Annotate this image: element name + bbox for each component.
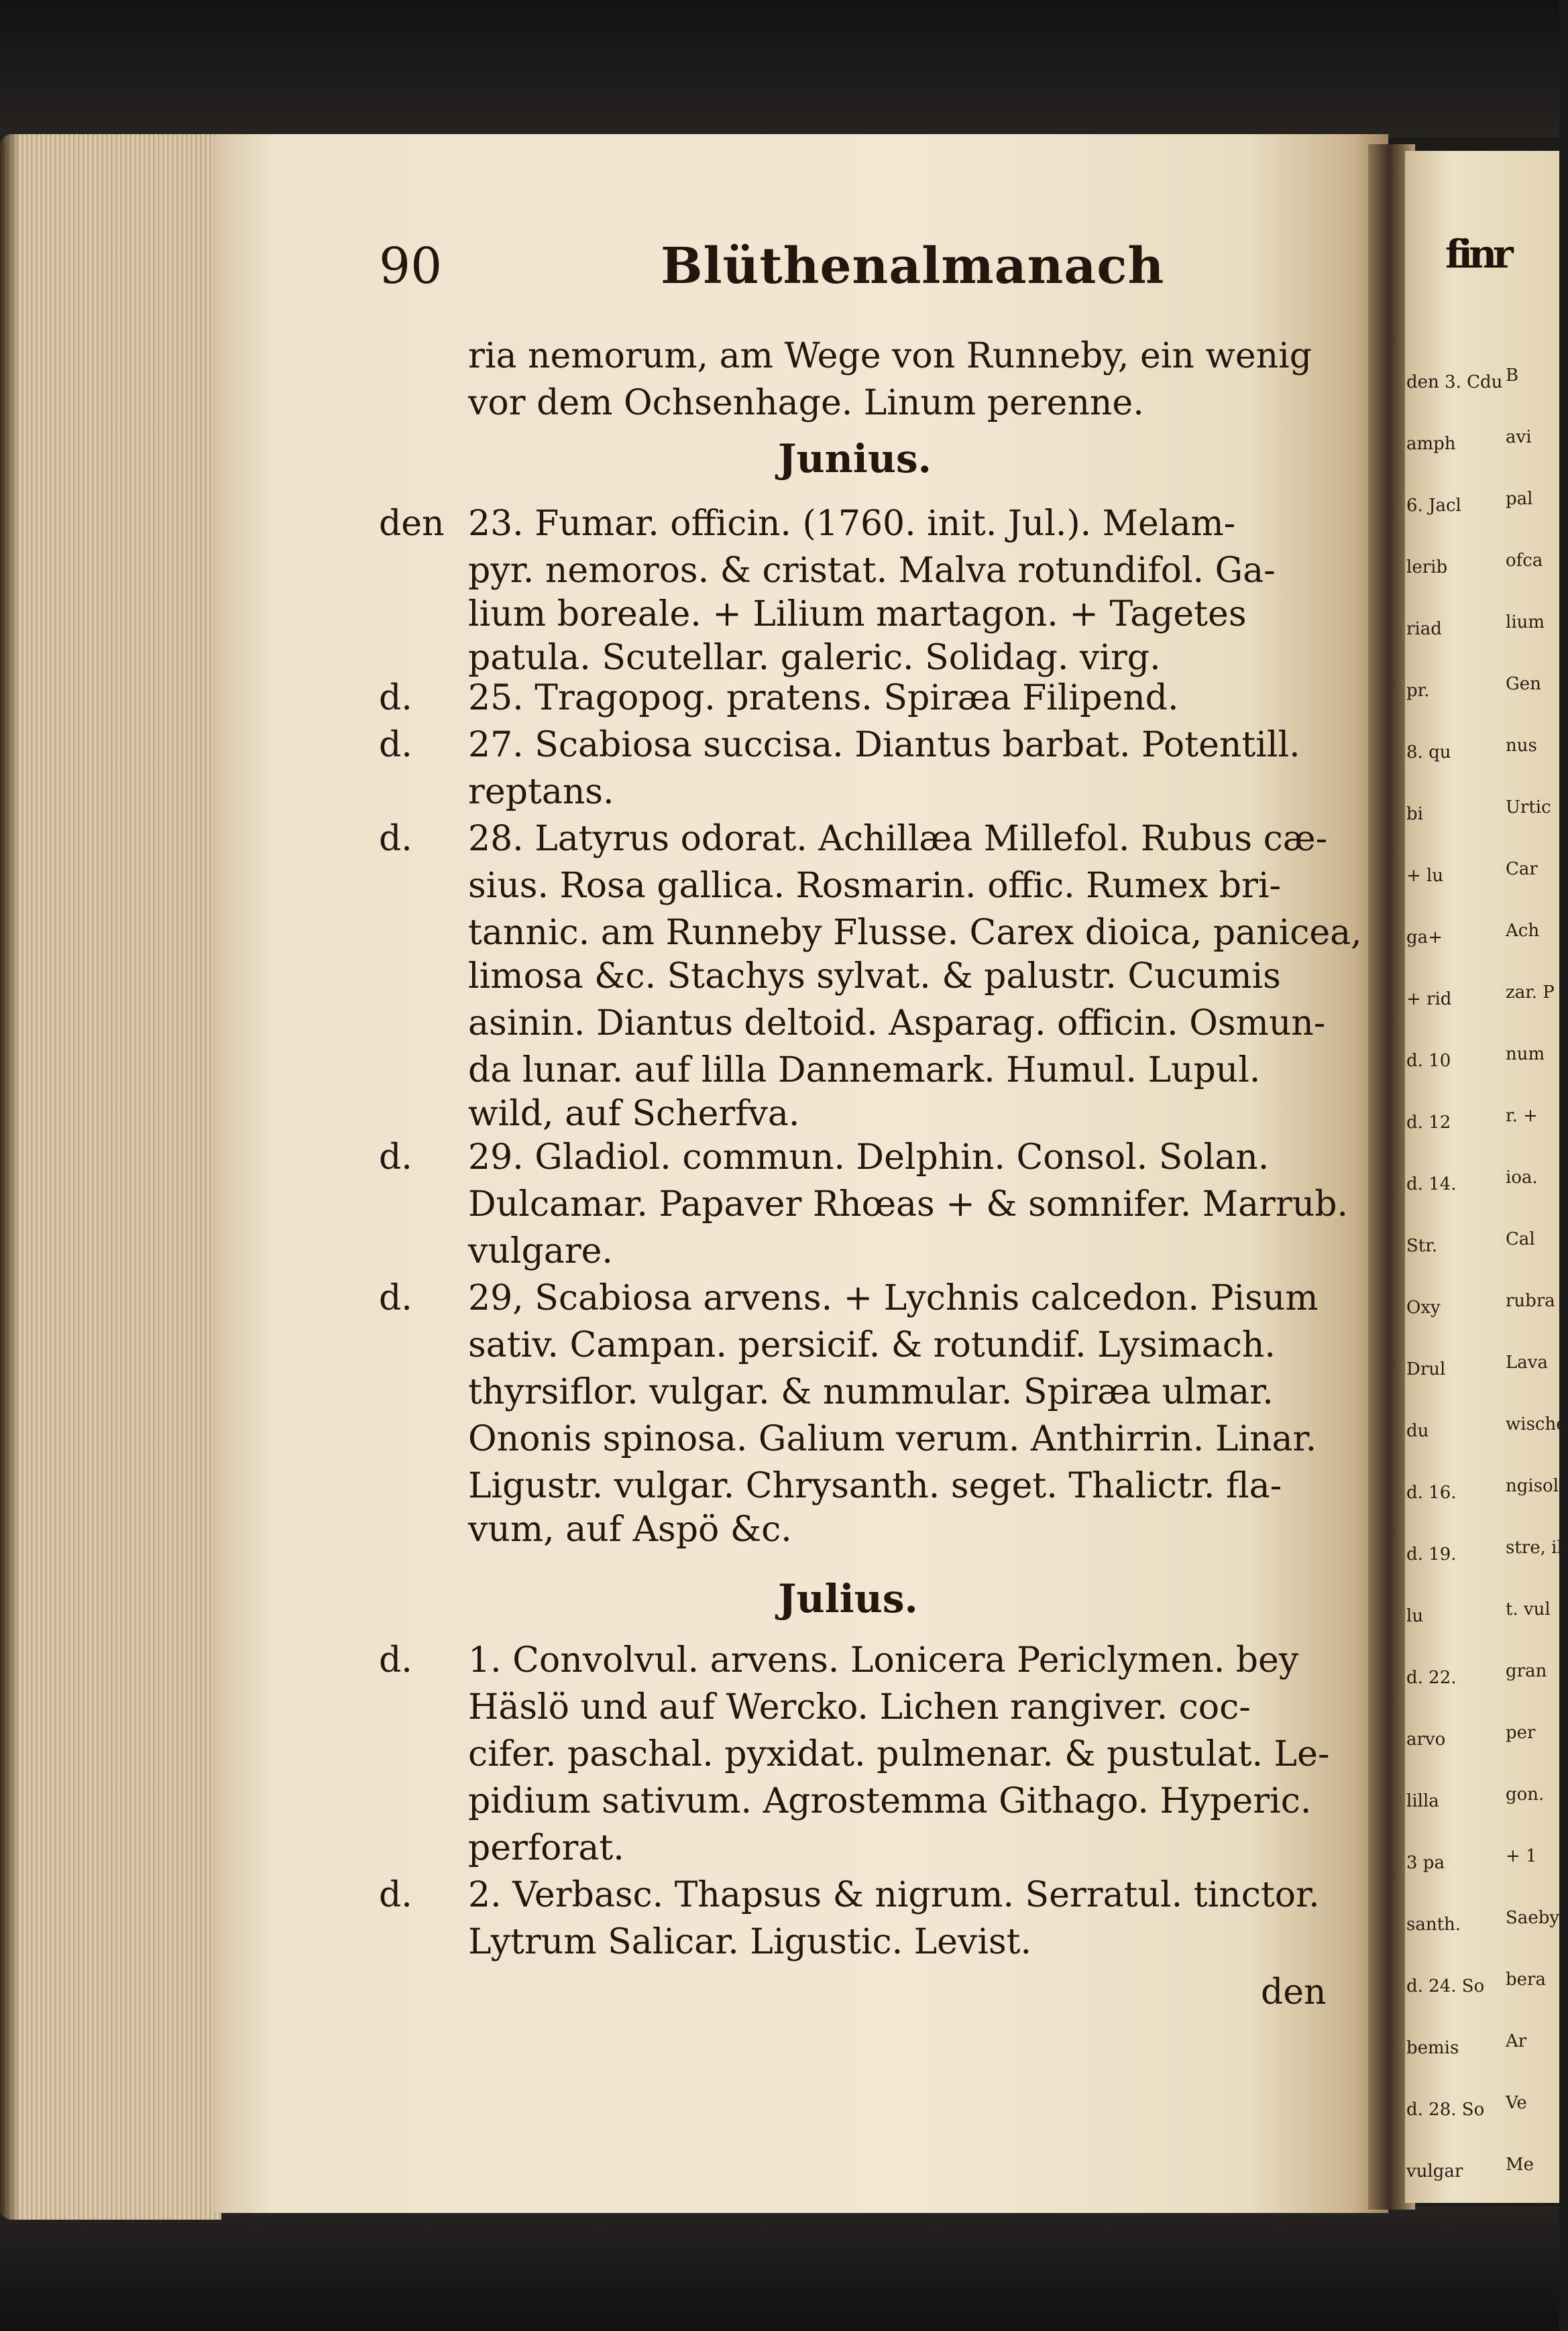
text-line: vum, auf Aspö &c. (468, 1510, 792, 1550)
facing-page-line-fragment: Lava (1506, 1353, 1548, 1373)
facing-page-line: d. 14. (1406, 1174, 1457, 1194)
facing-page-line-fragment: gon. (1506, 1784, 1545, 1805)
scan-background-top (0, 0, 1559, 137)
text-line: 2. Verbasc. Thapsus & nigrum. Serratul. tinctor. (468, 1875, 1320, 1915)
running-title: Blüthenalmanach (661, 237, 1165, 295)
facing-page-line-fragment: Me (1506, 2155, 1534, 2175)
facing-page-line: d. 22. (1406, 1668, 1457, 1688)
facing-page-line: 6. Jacl (1406, 496, 1461, 516)
facing-page-line: den 3. Cdu (1406, 372, 1503, 392)
facing-page-line: d. 28. So (1406, 2100, 1485, 2120)
date-label: d. (379, 725, 412, 765)
facing-page-text (1405, 151, 1568, 2203)
text-line: thyrsiflor. vulgar. & nummular. Spiræa ulmar. (468, 1372, 1274, 1412)
date-label: d. (379, 678, 412, 718)
page-edge-shadow (0, 134, 20, 2220)
date-label: d. (379, 1278, 412, 1318)
text-line: reptans. (468, 772, 614, 812)
facing-page-line: 8. qu (1406, 742, 1451, 762)
facing-page-line-fragment: Gen (1506, 674, 1541, 694)
page-edge-stack (0, 134, 221, 2220)
facing-page-line-fragment: ngisol (1506, 1476, 1559, 1496)
facing-page-line: lu (1406, 1606, 1424, 1626)
text-line: perforat. (468, 1828, 624, 1868)
facing-page-line: bi (1406, 804, 1423, 824)
text-line: ria nemorum, am Wege von Runneby, ein wenig (468, 336, 1312, 376)
facing-page-line: arvo (1406, 1729, 1446, 1750)
facing-page-line-fragment: bera (1506, 1970, 1546, 1990)
date-label: d. (379, 819, 412, 859)
text-line: vor dem Ochsenhage. Linum perenne. (468, 383, 1144, 423)
date-label: d. (379, 1640, 412, 1681)
facing-page-line: + lu (1406, 866, 1444, 886)
facing-page-line: d. 16. (1406, 1483, 1457, 1503)
text-line: wild, auf Scherfva. (468, 1094, 800, 1134)
date-label: d. (379, 1875, 412, 1915)
date-label: den (379, 504, 445, 544)
text-line: Ligustr. vulgar. Chrysanth. seget. Thalictr. fla- (468, 1466, 1282, 1506)
text-line: lium boreale. + Lilium martagon. + Tagetes (468, 594, 1247, 634)
facing-page-line: riad (1406, 619, 1442, 639)
section-heading-june: Junius. (778, 436, 932, 481)
text-line: da lunar. auf lilla Dannemark. Humul. Lupul. (468, 1050, 1261, 1090)
section-heading-july: Julius. (778, 1576, 918, 1622)
facing-page-line-fragment: Ar (1506, 2031, 1527, 2051)
facing-page-line-fragment: pal (1506, 489, 1533, 509)
text-line: 27. Scabiosa succisa. Diantus barbat. Potentill. (468, 725, 1300, 765)
facing-page-line-fragment: Car (1506, 859, 1538, 879)
facing-page-line: d. 12 (1406, 1113, 1451, 1133)
facing-page-line: bemis (1406, 2038, 1459, 2058)
text-line: vulgare. (468, 1231, 613, 1271)
scan-background-bottom (0, 2206, 1559, 2331)
facing-page-line: 3 pa (1406, 1853, 1445, 1873)
facing-page-head: finr (1445, 231, 1510, 277)
facing-page-line-fragment: B (1506, 365, 1519, 386)
facing-page-line-fragment: rubra (1506, 1291, 1555, 1311)
text-line: 28. Latyrus odorat. Achillæa Millefol. Rubus cæ- (468, 819, 1328, 859)
facing-page-line: du (1406, 1421, 1429, 1441)
facing-page-line-fragment: stre, ib (1506, 1538, 1568, 1558)
text-line: Ononis spinosa. Galium verum. Anthirrin. Linar. (468, 1419, 1317, 1459)
text-line: Lytrum Salicar. Ligustic. Levist. (468, 1922, 1032, 1962)
facing-page-line: pr. (1406, 681, 1430, 701)
facing-page-line: ga+ (1406, 927, 1443, 948)
facing-page-line: d. 19. (1406, 1544, 1457, 1565)
facing-page-line-fragment: ofca (1506, 551, 1543, 571)
facing-page-line-fragment: num (1506, 1044, 1545, 1064)
facing-page-line: amph (1406, 434, 1456, 454)
facing-page-line-fragment: gran (1506, 1661, 1547, 1681)
facing-page-line: lerib (1406, 557, 1448, 577)
catchword: den (1261, 1972, 1327, 2012)
text-line: Dulcamar. Papaver Rhœas + & somnifer. Marrub. (468, 1184, 1349, 1225)
facing-page-line-fragment: ioa. (1506, 1168, 1538, 1188)
facing-page-line-fragment: Urtic (1506, 797, 1551, 817)
page-number: 90 (379, 237, 443, 295)
facing-page-line-fragment: + 1 (1506, 1846, 1537, 1866)
date-label: d. (379, 1137, 412, 1178)
facing-page-line-fragment: Ach (1506, 921, 1540, 941)
text-line: asinin. Diantus deltoid. Asparag. officin. Osmun- (468, 1003, 1326, 1043)
text-line: 29, Scabiosa arvens. + Lychnis calcedon. Pisum (468, 1278, 1319, 1318)
text-line: tannic. am Runneby Flusse. Carex dioica, panicea, (468, 913, 1362, 953)
facing-page-line-fragment: Ve (1506, 2093, 1527, 2113)
facing-page-line-fragment: zar. P (1506, 982, 1555, 1003)
text-line: sativ. Campan. persicif. & rotundif. Lysimach. (468, 1325, 1276, 1365)
text-line: limosa &c. Stachys sylvat. & palustr. Cucumis (468, 956, 1281, 997)
facing-page-line-fragment: t. vul (1506, 1599, 1551, 1619)
text-line: 1. Convolvul. arvens. Lonicera Periclymen. bey (468, 1640, 1299, 1681)
text-line: 23. Fumar. officin. (1760. init. Jul.). Melam- (468, 504, 1236, 544)
text-line: 25. Tragopog. pratens. Spiræa Filipend. (468, 678, 1179, 718)
facing-page-line-fragment: nus (1506, 736, 1537, 756)
facing-page-line: Str. (1406, 1236, 1438, 1256)
text-line: sius. Rosa gallica. Rosmarin. offic. Rumex bri- (468, 866, 1282, 906)
facing-page-line: Oxy (1406, 1298, 1441, 1318)
facing-page-line-fragment: per (1506, 1723, 1536, 1743)
facing-page-line-fragment: avi (1506, 427, 1532, 447)
text-line: pyr. nemoros. & cristat. Malva rotundifol. Ga- (468, 551, 1276, 591)
facing-page-line-fragment: Cal (1506, 1229, 1535, 1249)
facing-page (1405, 151, 1568, 2203)
facing-page-line-fragment: r. + (1506, 1106, 1538, 1126)
facing-page-line-fragment: wische (1506, 1414, 1567, 1434)
facing-page-line: vulgar (1406, 2161, 1463, 2181)
text-line: 29. Gladiol. commun. Delphin. Consol. Solan. (468, 1137, 1270, 1178)
facing-page-line: lilla (1406, 1791, 1439, 1811)
text-line: pidium sativum. Agrostemma Githago. Hyperic. (468, 1781, 1312, 1821)
facing-page-line-fragment: Saeby (1506, 1908, 1560, 1928)
facing-page-line: d. 10 (1406, 1051, 1451, 1071)
facing-page-line-fragment: lium (1506, 612, 1545, 632)
facing-page-line: santh. (1406, 1915, 1461, 1935)
text-line: cifer. paschal. pyxidat. pulmenar. & pustulat. Le- (468, 1734, 1330, 1774)
facing-page-line: + rid (1406, 989, 1452, 1009)
text-line: patula. Scutellar. galeric. Solidag. virg. (468, 638, 1161, 678)
facing-page-line: Drul (1406, 1359, 1446, 1379)
facing-page-line: d. 24. So (1406, 1976, 1485, 1996)
text-line: Häslö und auf Wercko. Lichen rangiver. coc- (468, 1687, 1251, 1727)
